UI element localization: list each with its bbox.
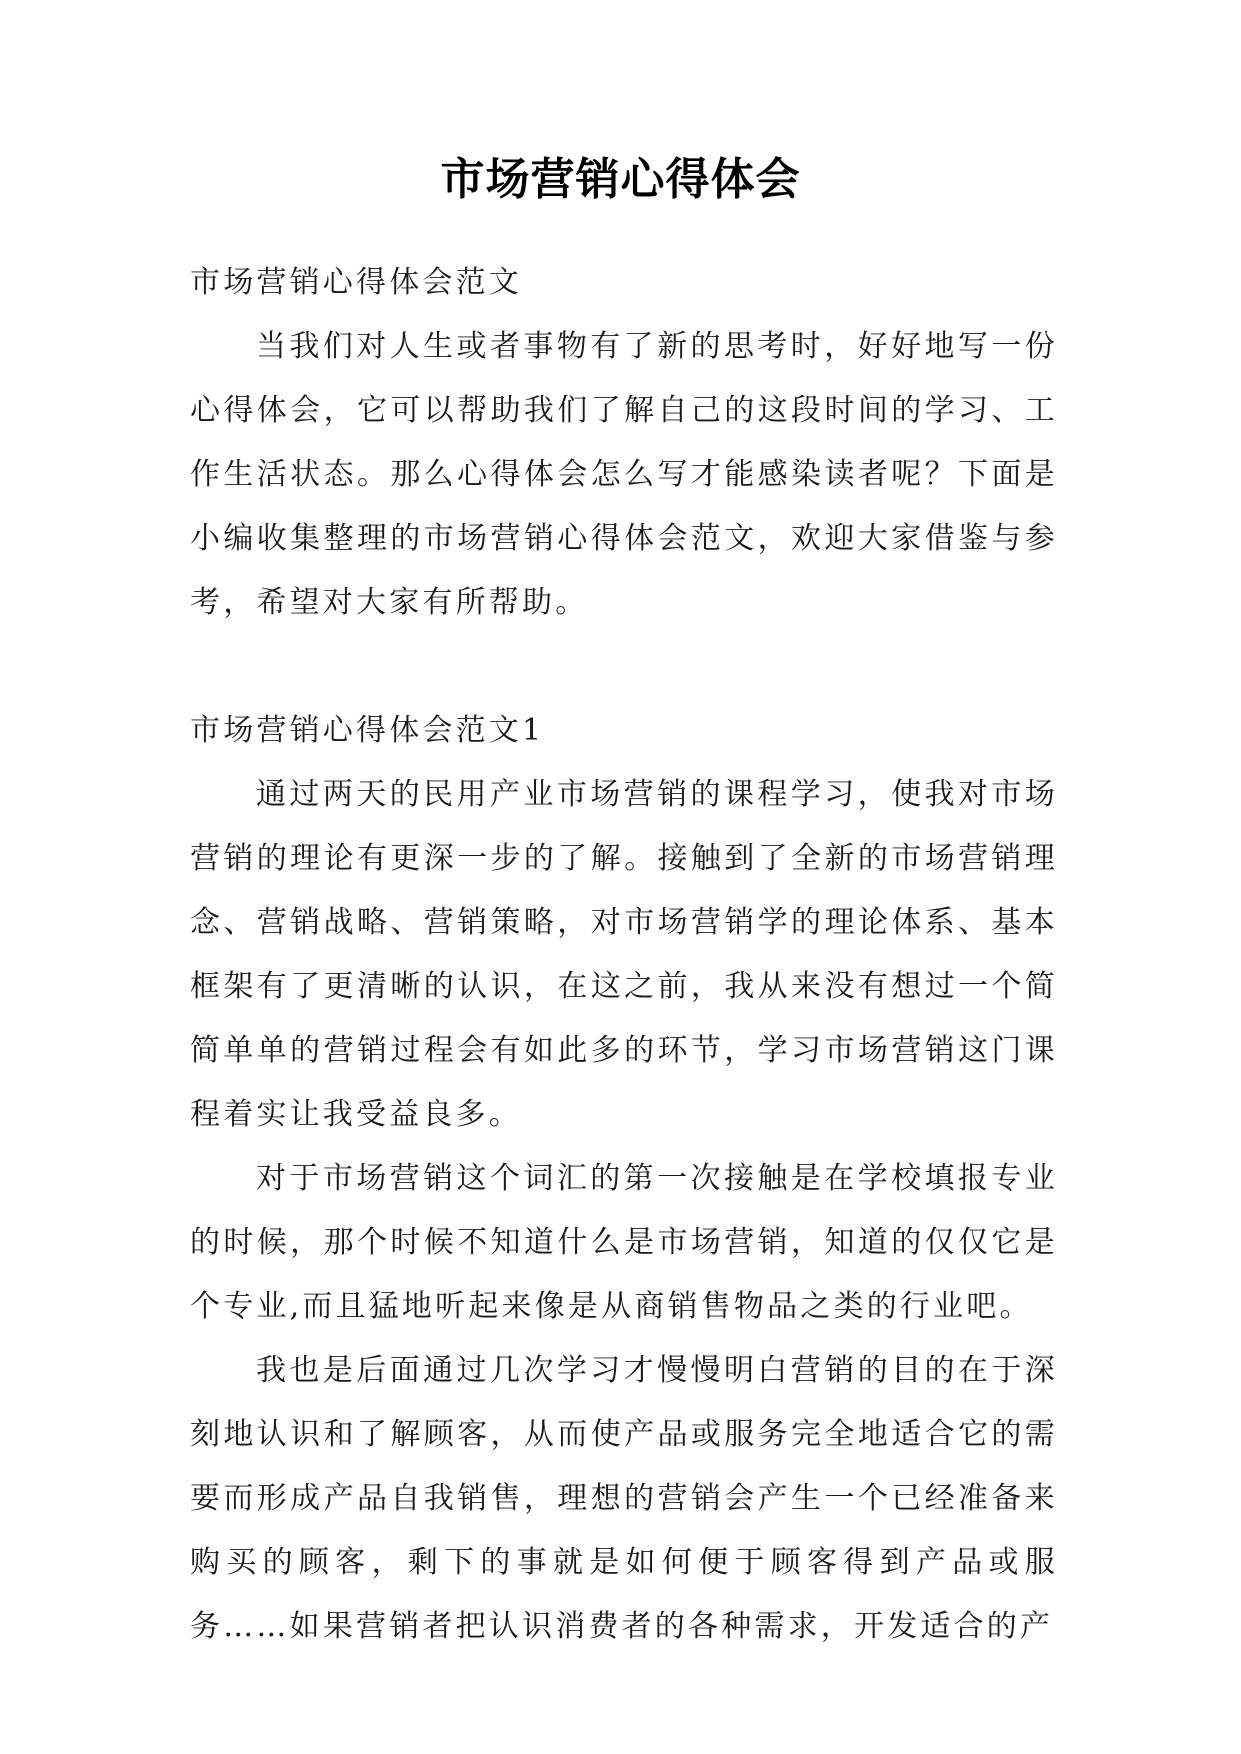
intro-heading: 市场营销心得体会范文 xyxy=(190,265,522,300)
document-body xyxy=(190,251,1058,1659)
section-spacer xyxy=(190,635,1058,699)
document-title: 市场营销心得体会 xyxy=(440,154,801,205)
section1-paragraph: 我也是后面通过几次学习才慢慢明白营销的目的在于深刻地认识和了解顾客，从而使产品或服务完全地适合它的需要而形成产品自我销售，理想的营销会产生一个已经准备来购买的顾客，剩下的事就是如何便于顾客得到产品或服务……如果营销者把认识消费者的各种需求，开发适合的产 xyxy=(190,1353,1058,1644)
intro-paragraph: 当我们对人生或者事物有了新的思考时，好好地写一份心得体会，它可以帮助我们了解自己的这段时间的学习、工作生活状态。那么心得体会怎么写才能感染读者呢？下面是小编收集整理的市场营销心得体会范文，欢迎大家借鉴与参考，希望对大家有所帮助。 xyxy=(190,329,1058,620)
section1-paragraph: 通过两天的民用产业市场营销的课程学习，使我对市场营销的理论有更深一步的了解。接触到了全新的市场营销理念、营销战略、营销策略，对市场营销学的理论体系、基本框架有了更清晰的认识，在这之前，我从来没有想过一个简简单单的营销过程会有如此多的环节，学习市场营销这门课程着实让我受益良多。 xyxy=(190,777,1058,1132)
section1-paragraph: 对于市场营销这个词汇的第一次接触是在学校填报专业的时候，那个时候不知道什么是市场营销，知道的仅仅它是个专业,而且猛地听起来像是从商销售物品之类的行业吧。 xyxy=(190,1161,1058,1324)
section1-heading: 市场营销心得体会范文1 xyxy=(190,713,545,748)
